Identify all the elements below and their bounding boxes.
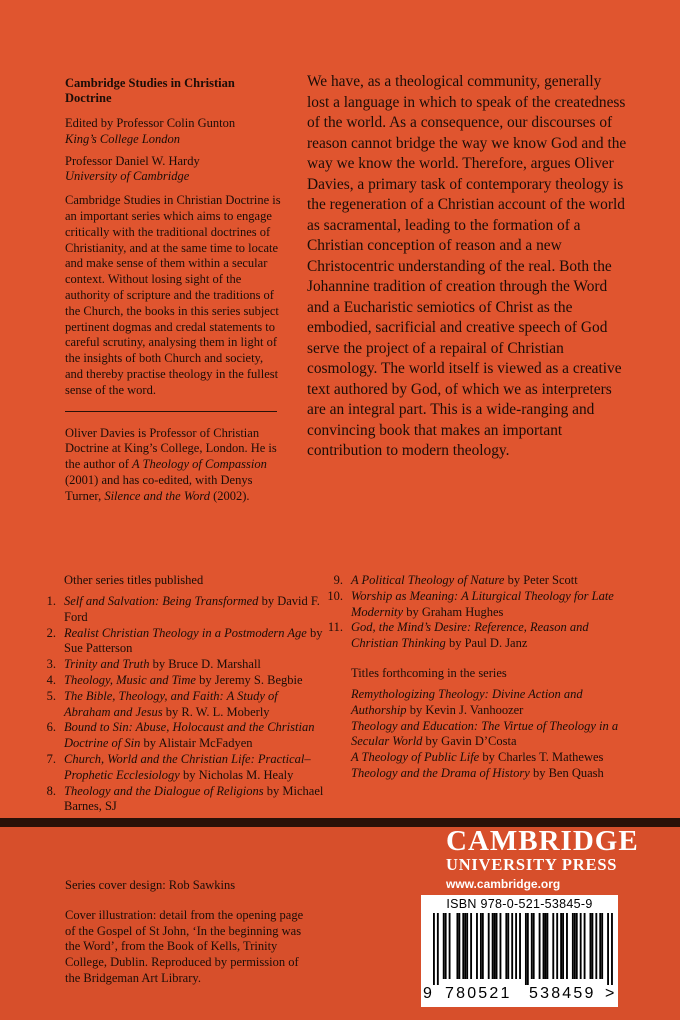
cover-credits: [65, 878, 305, 987]
item-author: by Nicholas M. Healy: [179, 767, 294, 782]
barcode-bar: [519, 913, 521, 979]
barcode-bar: [496, 913, 498, 979]
cover-illustration-credit: Cover illustration: detail from the opening page of the Gospel of St John, ‘In the beginning was the Word’, from the Book of Kells, Trinity College, Dublin. Reproduced by permission of the Bridgeman Art Library.: [65, 907, 304, 985]
barcode-bar: [466, 913, 468, 979]
item-title: The Bible, Theology, and Faith: A Study of Abraham and Jesus: [64, 688, 278, 719]
published-title-item: [34, 689, 324, 721]
item-author: by Ben Quash: [529, 765, 604, 780]
barcode-bar: [584, 913, 586, 979]
barcode-bar: [539, 913, 541, 979]
item-author: by R. W. L. Moberly: [162, 704, 270, 719]
forthcoming-list: [351, 687, 631, 782]
item-title: Realist Christian Theology in a Postmodern Age: [64, 625, 307, 640]
item-title: God, the Mind’s Desire: Reference, Reason and Christian Thinking: [351, 620, 589, 651]
item-title: Worship as Meaning: A Liturgical Theology for Late Modernity: [351, 588, 614, 619]
rule-divider: [65, 411, 277, 412]
barcode-bar: [590, 913, 592, 979]
barcode-bar: [562, 913, 564, 979]
barcode-bar: [456, 913, 458, 979]
item-title: Theology and Education: The Virtue of Theology in a Secular World: [351, 718, 619, 749]
barcode-bar: [543, 913, 545, 979]
barcode-bar: [574, 913, 576, 979]
barcode-bar: [545, 913, 547, 979]
barcode-bar: [591, 913, 593, 979]
item-author: by Gavin D’Costa: [422, 734, 517, 749]
item-title: Remythologizing Theology: Divine Action and Authorship: [351, 686, 583, 717]
item-author: by Michael Barnes, SJ: [64, 783, 324, 814]
item-number: 2.: [46, 625, 56, 640]
barcode-bar: [533, 913, 535, 979]
book-blurb: We have, as a theological community, generally lost a language in which to speak of the createdness of the world. As a consequence, our discourses of reason cannot bridge the way we know God and the way we know the world. Therefore, argues Oliver Davies, a primary task of contemporary theology is the regeneration of a Christian account of the world as sacramental, leading to the formation of a Christian conception of reason and a new Christocentric understanding of the real. Both the Johannine tradition of creation through the Word and a Eucharistic semiotics of Christ as the embodied, sacrificial and creative speech of God serve the project of a repairal of Christian cosmology. The world itself is viewed as a creative text authored by God, of which we as interpreters are an integral part. This is a wide-ranging and convincing book that makes an important contribution to modern theology.: [307, 73, 627, 459]
barcode-bar: [500, 913, 502, 979]
published-heading: Other series titles published: [64, 573, 204, 587]
published-title-item: [34, 594, 324, 626]
item-title: Self and Salvation: Being Transformed: [64, 594, 259, 608]
barcode-bar: [556, 913, 558, 979]
published-title-item: [34, 626, 324, 658]
barcode-bar: [576, 913, 578, 979]
barcode-bar: [449, 913, 451, 979]
published-titles-left: [34, 573, 324, 815]
item-title: Church, World and the Christian Life: Practical–Prophetic Ecclesiology: [64, 751, 311, 782]
item-number: 5.: [46, 688, 56, 703]
barcode-bar: [531, 913, 533, 979]
barcode-bar: [458, 913, 460, 979]
item-number: 3.: [46, 657, 56, 672]
item-author: by David F. Ford: [64, 594, 320, 624]
barcode-bar: [511, 913, 513, 979]
barcode-bars: [433, 913, 613, 985]
item-title: Trinity and Truth: [64, 657, 150, 672]
item-number: 6.: [46, 720, 56, 735]
item-number: 4.: [46, 672, 56, 687]
barcode-bar: [546, 913, 548, 979]
barcode-bar: [443, 913, 445, 979]
barcode-bar: [572, 913, 574, 979]
barcode-bar: [599, 913, 601, 979]
series-description: Cambridge Studies in Christian Doctrine is an important series which aims to engage critically with the traditional doctrines of Christianity, and at the same time to locate and make sense of them within a secular context. Without losing sight of the authority of scripture and the traditions of the Church, the books in this series subject pertinent dogmas and credal statements to careful scrutiny, analysing them in light of the insights of both Church and society, and thereby practise theology in the fullest sense of the word.: [65, 193, 281, 397]
barcode-bar: [611, 913, 613, 985]
publisher-name: CAMBRIDGE: [446, 825, 639, 857]
barcode-bar: [515, 913, 517, 979]
published-title-item: [321, 620, 631, 652]
published-title-item: [34, 657, 324, 673]
barcode-bar: [595, 913, 597, 979]
item-title: Bound to Sin: Abuse, Holocaust and the Christian Doctrine of Sin: [64, 720, 315, 751]
item-title: A Political Theology of Nature: [351, 573, 505, 587]
barcode-bar: [527, 913, 529, 985]
published-title-item: [321, 573, 631, 589]
forthcoming-item: [351, 766, 631, 782]
barcode-bar: [505, 913, 507, 979]
series-title: Cambridge Studies in Christian Doctrine: [65, 76, 235, 105]
item-title: Theology and the Dialogue of Religions: [64, 783, 264, 798]
barcode-bar: [494, 913, 496, 979]
item-author: by Sue Patterson: [64, 625, 323, 656]
item-number: 10.: [327, 588, 343, 603]
item-number: 9.: [333, 573, 343, 587]
editor1-affiliation: King’s College London: [65, 131, 181, 146]
barcode: ISBN 978-0-521-53845-9 9 780521 538459 >: [421, 895, 618, 1007]
barcode-bar: [488, 913, 490, 979]
isbn-label: ISBN 978-0-521-53845-9: [446, 897, 593, 911]
item-author: by Peter Scott: [504, 573, 578, 587]
item-number: 1.: [46, 594, 56, 608]
barcode-bar: [580, 913, 582, 979]
barcode-bar: [437, 913, 439, 985]
item-number: 7.: [46, 751, 56, 766]
published-titles-right: [327, 573, 631, 782]
item-author: by Bruce D. Marshall: [149, 657, 261, 672]
barcode-bar: [464, 913, 466, 979]
published-title-item: [34, 784, 324, 816]
barcode-bar: [607, 913, 609, 985]
forthcoming-item: [351, 687, 631, 719]
barcode-bar: [525, 913, 527, 985]
author-bio: Oliver Davies is Professor of Christian Doctrine at King’s College, London. He is the author of A Theology of Compassion (2001) and has co-edited, with Denys Turner, Silence and the Word (2002).: [65, 425, 277, 503]
edited-by: Edited by Professor Colin Gunton: [65, 116, 236, 130]
barcode-bar: [492, 913, 494, 979]
series-info: [65, 76, 283, 505]
barcode-bar: [507, 913, 509, 979]
barcode-bar: [462, 913, 464, 979]
editor2: Professor Daniel W. Hardy: [65, 153, 200, 168]
item-author: by Alistair McFadyen: [140, 736, 253, 751]
published-list-continued: [321, 573, 631, 652]
item-title: A Theology of Public Life: [351, 750, 480, 765]
published-title-item: [34, 673, 324, 689]
published-title-item: [34, 720, 324, 752]
item-author: by Charles T. Mathewes: [479, 750, 604, 765]
barcode-bar: [552, 913, 554, 979]
barcode-bar: [566, 913, 568, 979]
item-author: by Kevin J. Vanhoozer: [406, 702, 524, 717]
published-list: [34, 594, 324, 815]
barcode-bar: [470, 913, 472, 979]
item-number: 8.: [46, 783, 56, 798]
forthcoming-item: [351, 719, 631, 751]
item-title: Theology and the Drama of History: [351, 765, 530, 780]
barcode-bar: [476, 913, 478, 979]
item-author: by Graham Hughes: [403, 604, 504, 619]
barcode-bar: [445, 913, 447, 979]
barcode-bar: [482, 913, 484, 979]
item-author: by Jeremy S. Begbie: [195, 672, 303, 687]
cover-design-credit: Series cover design: Rob Sawkins: [65, 878, 236, 892]
forthcoming-heading: Titles forthcoming in the series: [351, 665, 507, 680]
publisher-url: www.cambridge.org: [446, 877, 561, 891]
item-author: by Paul D. Janz: [445, 636, 528, 651]
item-number: 11.: [327, 620, 343, 635]
barcode-bar: [601, 913, 603, 979]
barcode-bar: [480, 913, 482, 979]
item-title: Theology, Music and Time: [64, 672, 196, 687]
published-title-item: [321, 589, 631, 621]
editor2-affiliation: University of Cambridge: [65, 169, 190, 184]
publisher-logo: [446, 825, 639, 893]
barcode-bar: [560, 913, 562, 979]
published-title-item: [34, 752, 324, 784]
forthcoming-item: [351, 750, 631, 766]
barcode-bar: [433, 913, 435, 985]
publisher-subname: UNIVERSITY PRESS: [446, 855, 618, 874]
